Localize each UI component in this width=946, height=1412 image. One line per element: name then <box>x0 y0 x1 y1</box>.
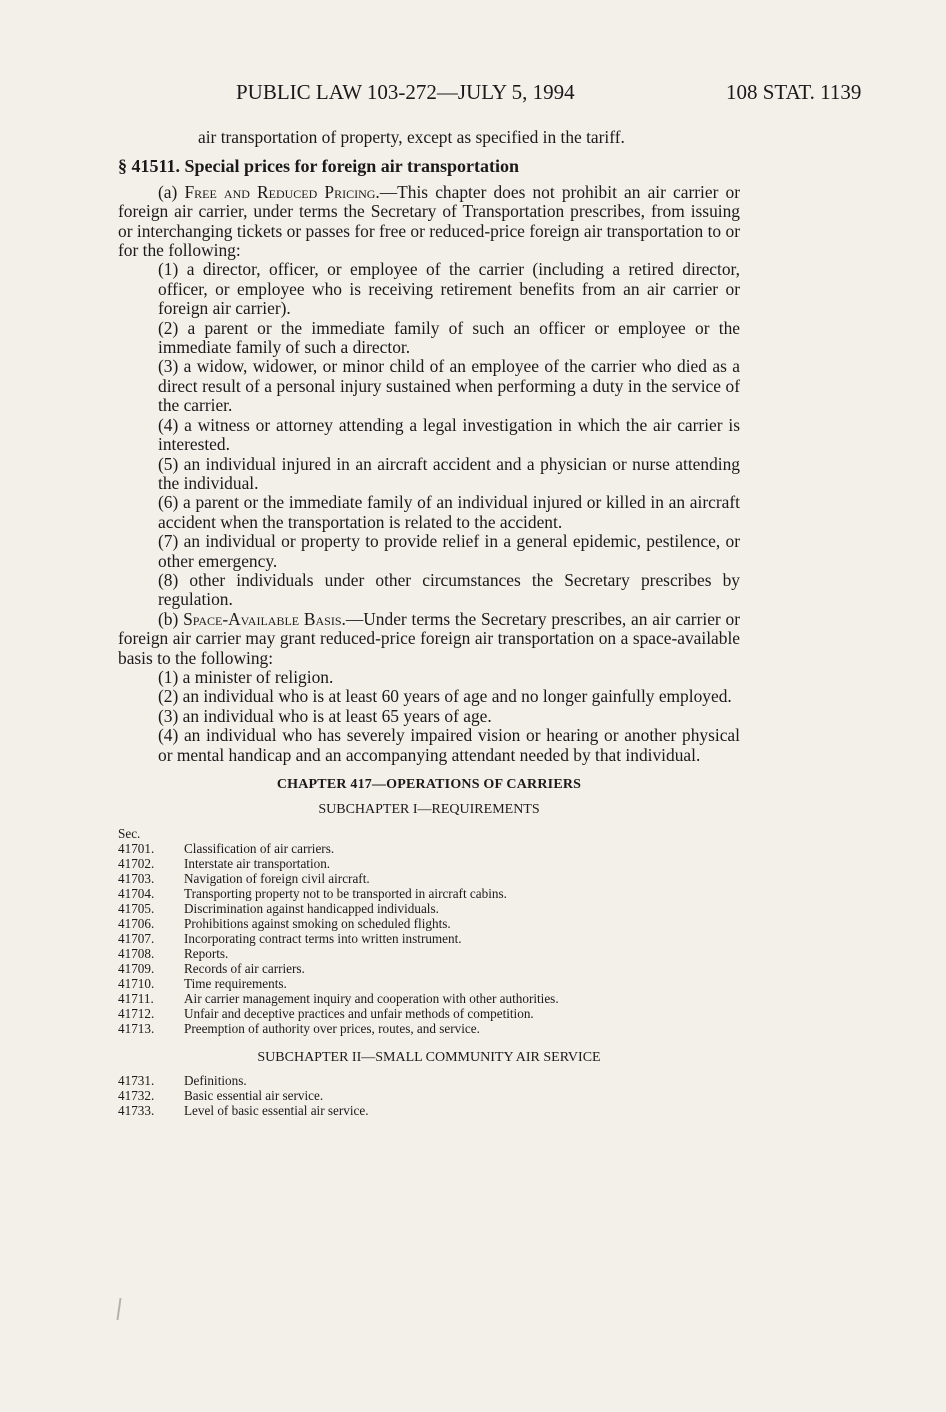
toc-number: 41731. <box>118 1073 155 1089</box>
subsection-a <box>118 183 740 261</box>
statute-page-number: 108 STAT. 1139 <box>726 80 862 104</box>
subsection-b-text: —Under terms the Secretary prescribes, an air carrier or foreign air carrier may grant reduced-price foreign air transportation on a space-available basis to the following: <box>118 608 740 668</box>
list-item: (5) an individual injured in an aircraft accident and a physician or nurse attending the individual. <box>158 453 740 493</box>
toc-title: Navigation of foreign civil aircraft. <box>184 870 370 886</box>
toc-title: Incorporating contract terms into written instrument. <box>184 930 462 946</box>
toc-row <box>118 991 740 1006</box>
continuation-paragraph: air transportation of property, except as specified in the tariff. <box>198 127 625 147</box>
toc-row <box>118 1073 740 1088</box>
toc-number: 41709. <box>118 960 155 976</box>
list-item: (2) a parent or the immediate family of such an officer or employee or the immediate family of such a director. <box>158 317 740 358</box>
toc-number: 41704. <box>118 885 155 901</box>
section-heading: § 41511. Special prices for foreign air transportation <box>118 156 519 177</box>
list-item: (3) a widow, widower, or minor child of an employee of the carrier who died as a direct result of a personal injury sustained when performing a duty in the service of the carrier. <box>158 356 740 416</box>
toc-title: Interstate air transportation. <box>184 855 331 871</box>
list-item: (6) a parent or the immediate family of an individual injured or killed in an aircraft accident when the transportation is related to the accident. <box>158 492 740 532</box>
toc-title: Reports. <box>184 945 229 961</box>
list-item: (3) an individual who is at least 65 years of age. <box>158 705 492 726</box>
running-head-title: PUBLIC LAW 103-272—JULY 5, 1994 <box>236 80 575 104</box>
toc-title: Preemption of authority over prices, routes, and service. <box>184 1020 480 1036</box>
toc-row <box>118 1088 740 1103</box>
toc-number: 41713. <box>118 1020 155 1036</box>
toc-row <box>118 886 740 901</box>
toc-title: Basic essential air service. <box>184 1088 324 1104</box>
subsection-b-label: (b) <box>158 608 184 629</box>
toc-number: 41733. <box>118 1103 155 1119</box>
toc-title: Time requirements. <box>184 975 287 991</box>
toc-number: 41710. <box>118 975 155 991</box>
toc-number: 41711. <box>118 990 154 1006</box>
subsection-a-label: (a) <box>158 181 185 202</box>
toc-title: Records of air carriers. <box>184 960 305 976</box>
list-item: (4) an individual who has severely impaired vision or hearing or another physical or mental handicap and an accompanying attendant needed by that individual. <box>158 725 740 765</box>
toc-title: Level of basic essential air service. <box>184 1103 369 1119</box>
subsection-a-heading: Free and Reduced Pricing. <box>184 181 380 202</box>
chapter-title: CHAPTER 417—OPERATIONS OF CARRIERS <box>276 777 582 792</box>
toc-row <box>118 1021 740 1036</box>
toc-row <box>118 946 740 961</box>
toc-number: 41705. <box>118 900 155 916</box>
list-item: (8) other individuals under other circumstances the Secretary prescribes by regulation. <box>158 569 740 610</box>
toc-number: 41706. <box>118 915 155 931</box>
toc-number: 41732. <box>118 1088 155 1104</box>
toc-number: 41707. <box>118 930 155 946</box>
toc-row <box>118 841 740 856</box>
toc-title: Unfair and deceptive practices and unfair methods of competition. <box>184 1005 534 1021</box>
subsection-b <box>118 610 740 668</box>
subsection-b-heading: Space-Available Basis. <box>183 608 346 629</box>
toc-row <box>118 976 740 991</box>
toc-title: Definitions. <box>184 1073 247 1089</box>
toc-number: 41703. <box>118 870 155 886</box>
toc-row <box>118 931 740 946</box>
list-item: (1) a director, officer, or employee of the carrier (including a retired director, officer, or employee who is receiving retirement benefits from an air carrier or foreign air carrier). <box>158 259 740 319</box>
toc-row <box>118 916 740 931</box>
page-header <box>0 80 946 110</box>
list-item: (7) an individual or property to provide relief in a general epidemic, pestilence, or other emergency. <box>158 531 740 571</box>
toc-row <box>118 856 740 871</box>
table-of-sections-1 <box>118 826 740 1036</box>
list-item: (4) a witness or attorney attending a legal investigation in which the air carrier is interested. <box>158 414 740 455</box>
toc-number: 41701. <box>118 840 155 856</box>
subchapter-1-title: SUBCHAPTER I—REQUIREMENTS <box>318 802 540 818</box>
toc-title: Classification of air carriers. <box>184 840 335 856</box>
toc-title: Prohibitions against smoking on scheduled flights. <box>184 915 451 931</box>
list-item: (2) an individual who is at least 60 years of age and no longer gainfully employed. <box>158 686 732 707</box>
stray-pen-mark <box>116 1298 121 1320</box>
toc-title: Transporting property not to be transported in aircraft cabins. <box>184 885 507 901</box>
toc-row <box>118 1103 740 1118</box>
sec-label: Sec. <box>118 825 141 841</box>
toc-number: 41708. <box>118 945 155 961</box>
toc-row <box>118 901 740 916</box>
toc-number: 41702. <box>118 855 155 871</box>
toc-number: 41712. <box>118 1005 155 1021</box>
toc-title: Discrimination against handicapped individuals. <box>184 900 439 916</box>
toc-row <box>118 961 740 976</box>
toc-title: Air carrier management inquiry and cooperation with other authorities. <box>184 990 559 1006</box>
toc-row <box>118 1006 740 1021</box>
subchapter-2-title: SUBCHAPTER II—SMALL COMMUNITY AIR SERVICE <box>257 1049 601 1065</box>
document-body <box>118 128 740 1118</box>
table-of-sections-2 <box>118 1073 740 1118</box>
toc-row <box>118 871 740 886</box>
subsection-a-text: —This chapter does not prohibit an air carrier or foreign air carrier, under terms the Secretary of Transportation prescribes, from issuing or interchanging tickets or passes for free or reduced-price foreign air transportation to or for the following: <box>118 181 741 261</box>
list-item: (1) a minister of religion. <box>158 666 334 687</box>
